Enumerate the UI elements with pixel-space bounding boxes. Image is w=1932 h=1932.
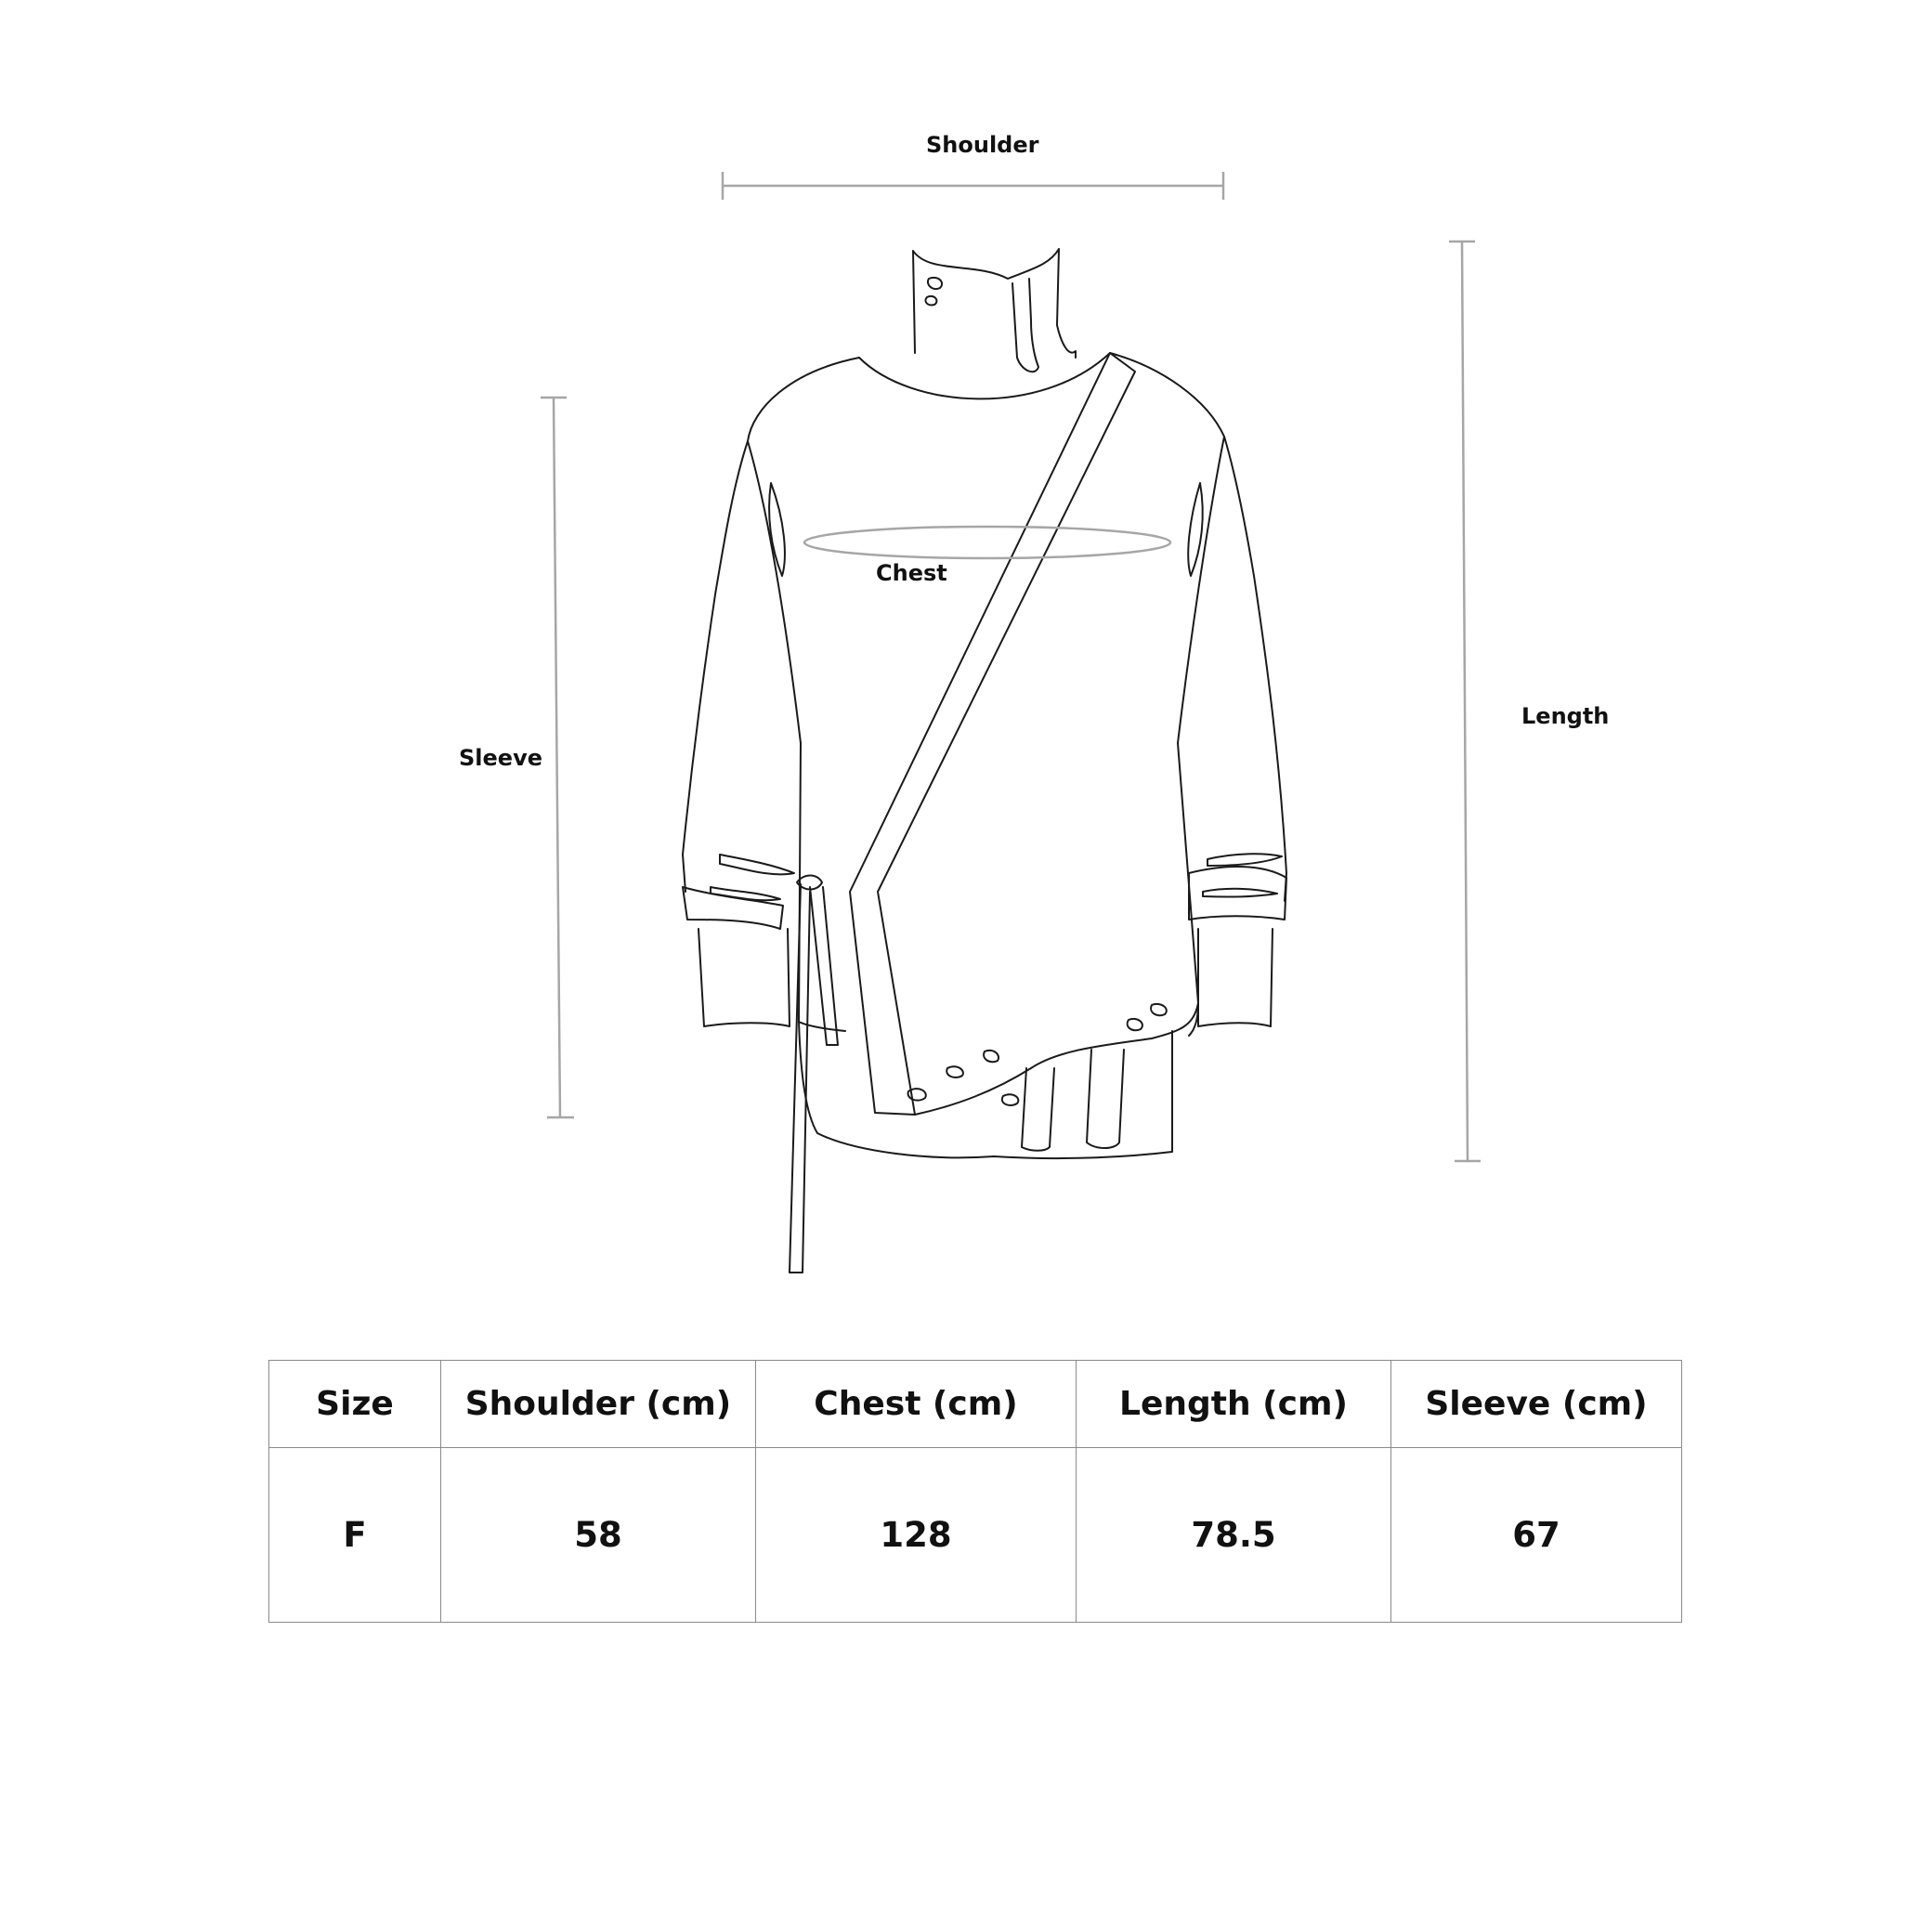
cell-length: 78.5 [1077,1448,1391,1623]
header-length: Length (cm) [1077,1361,1391,1448]
header-chest: Chest (cm) [756,1361,1077,1448]
left-cuff [683,887,790,1026]
header-size: Size [269,1361,441,1448]
collar-hole-2 [925,296,936,305]
length-measure-line [1449,242,1481,1161]
chest-label: Chest [876,560,947,586]
header-sleeve: Sleeve (cm) [1391,1361,1682,1448]
hem-hole-6 [1002,1094,1019,1105]
chest-measure-ellipse [804,527,1170,558]
hem-front [915,1003,1198,1115]
cell-chest: 128 [756,1448,1077,1623]
hem-hole-5 [1128,1019,1142,1030]
left-cuff-ruffle [711,855,794,900]
cell-sleeve: 67 [1391,1448,1682,1623]
cell-size: F [269,1448,441,1623]
sash-strap [850,353,1135,1115]
size-chart-table [268,1360,1682,1623]
collar-fold [1012,279,1038,372]
cell-shoulder: 58 [441,1448,756,1623]
left-shoulder-sleeve [683,358,859,892]
length-label: Length [1521,703,1610,729]
shoulder-measure-line [723,172,1223,200]
hem-back [799,1022,1172,1158]
hem-hole-2 [946,1066,963,1077]
collar-outline [913,249,1076,358]
hem-tear-1 [1022,1068,1054,1151]
table-header-row [269,1361,1682,1448]
right-cuff [1189,867,1286,1026]
collar-hole-1 [928,278,942,289]
shoulder-label: Shoulder [926,132,1039,158]
sash-tie-long [790,884,810,1273]
right-armhole-inner [1188,483,1203,576]
table-row [269,1448,1682,1623]
left-armhole-inner [769,483,785,576]
right-shoulder-sleeve [1110,353,1286,901]
hem-hole-4 [1151,1004,1167,1015]
hem-hole-3 [984,1051,999,1062]
sleeve-label: Sleeve [459,745,542,771]
neckline [859,353,1110,398]
sleeve-measure-line [541,398,574,1117]
right-cuff-ruffle [1203,854,1282,896]
hem-tear-2 [1087,1050,1124,1148]
sash-tie-short [810,887,838,1045]
header-shoulder: Shoulder (cm) [441,1361,756,1448]
